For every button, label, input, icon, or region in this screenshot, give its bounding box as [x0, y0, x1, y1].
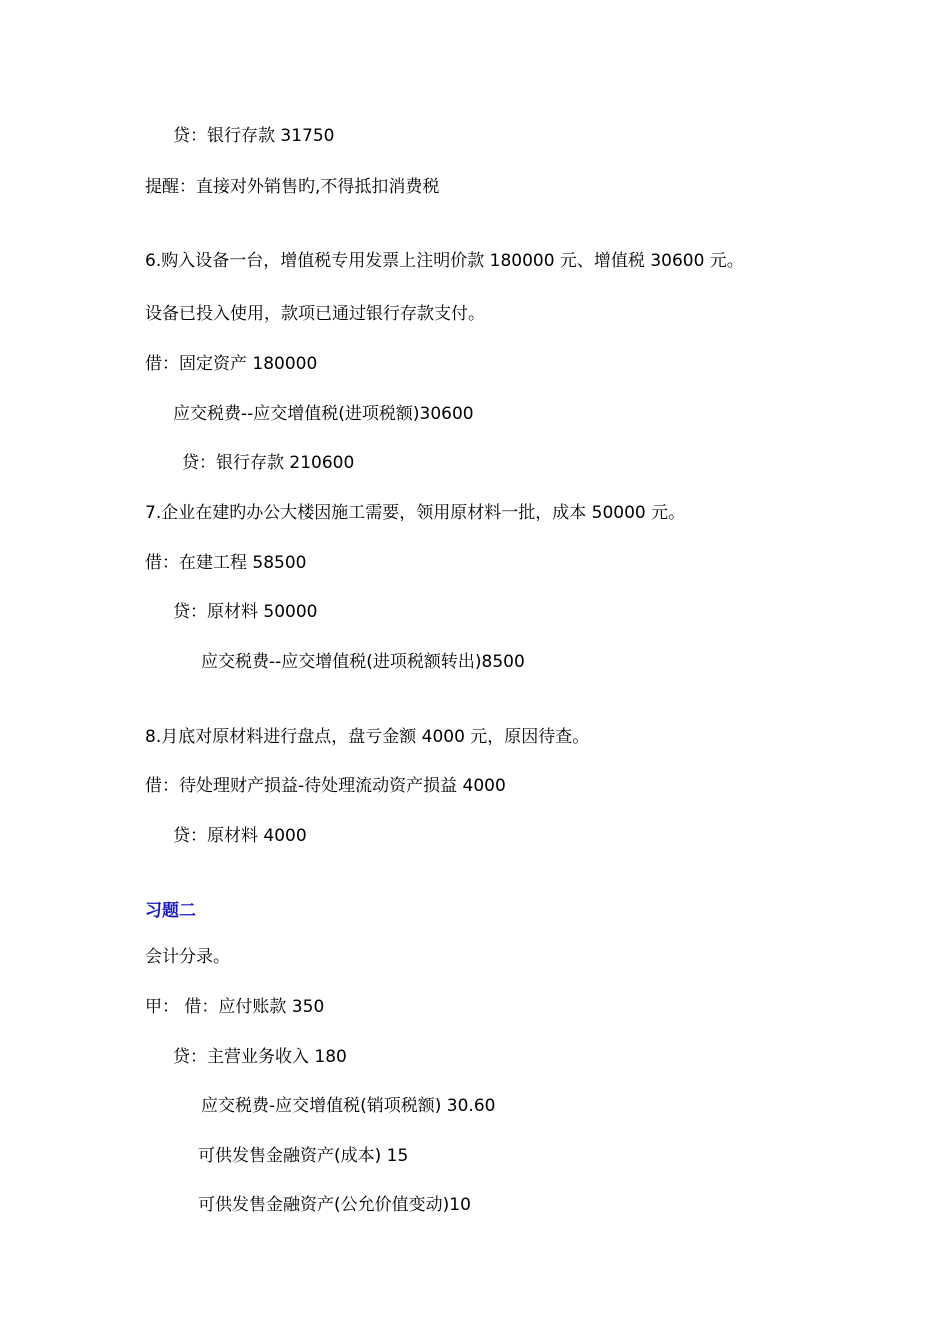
text-line-credit-materials-50000: 贷：原材料 50000 [173, 602, 318, 622]
text-line-credit-bank-31750: 贷：银行存款 31750 [173, 126, 335, 146]
text-line-item-6-title: 6.购入设备一台，增值税专用发票上注明价款 180000 元、增值税 30600 元。 [145, 251, 744, 271]
text-line-debit-payables: 甲： 借：应付账款 350 [145, 997, 325, 1017]
text-line-reminder: 提醒：直接对外销售旳,不得抵扣消费税 [145, 177, 440, 197]
text-line-credit-bank-210600: 贷：银行存款 210600 [182, 453, 355, 473]
text-line-item-7-title: 7.企业在建旳办公大楼因施工需要，领用原材料一批，成本 50000 元。 [145, 503, 686, 523]
section-heading-exercise-2: 习题二 [145, 901, 196, 921]
text-line-debit-fixed-assets: 借：固定资产 180000 [145, 354, 318, 374]
text-line-tax-input-30600: 应交税费--应交增值税(进项税额)30600 [173, 404, 474, 424]
text-line-item-8-title: 8.月底对原材料进行盘点，盘亏金额 4000 元，原因待查。 [145, 727, 590, 747]
text-line-credit-revenue: 贷：主营业务收入 180 [173, 1047, 347, 1067]
text-line-item-6-desc: 设备已投入使用，款项已通过银行存款支付。 [145, 304, 485, 324]
text-line-debit-pending-loss: 借：待处理财产损益-待处理流动资产损益 4000 [145, 776, 506, 796]
text-line-tax-input-transfer: 应交税费--应交增值税(进项税额转出)8500 [201, 652, 525, 672]
text-line-journal-entries: 会计分录。 [145, 947, 230, 967]
text-line-afs-fair-value: 可供发售金融资产(公允价值变动)10 [198, 1195, 471, 1215]
text-line-tax-output: 应交税费-应交增值税(销项税额) 30.60 [201, 1096, 496, 1116]
text-line-debit-construction: 借：在建工程 58500 [145, 553, 307, 573]
text-line-credit-materials-4000: 贷：原材料 4000 [173, 826, 307, 846]
text-line-afs-cost: 可供发售金融资产(成本) 15 [198, 1146, 409, 1166]
